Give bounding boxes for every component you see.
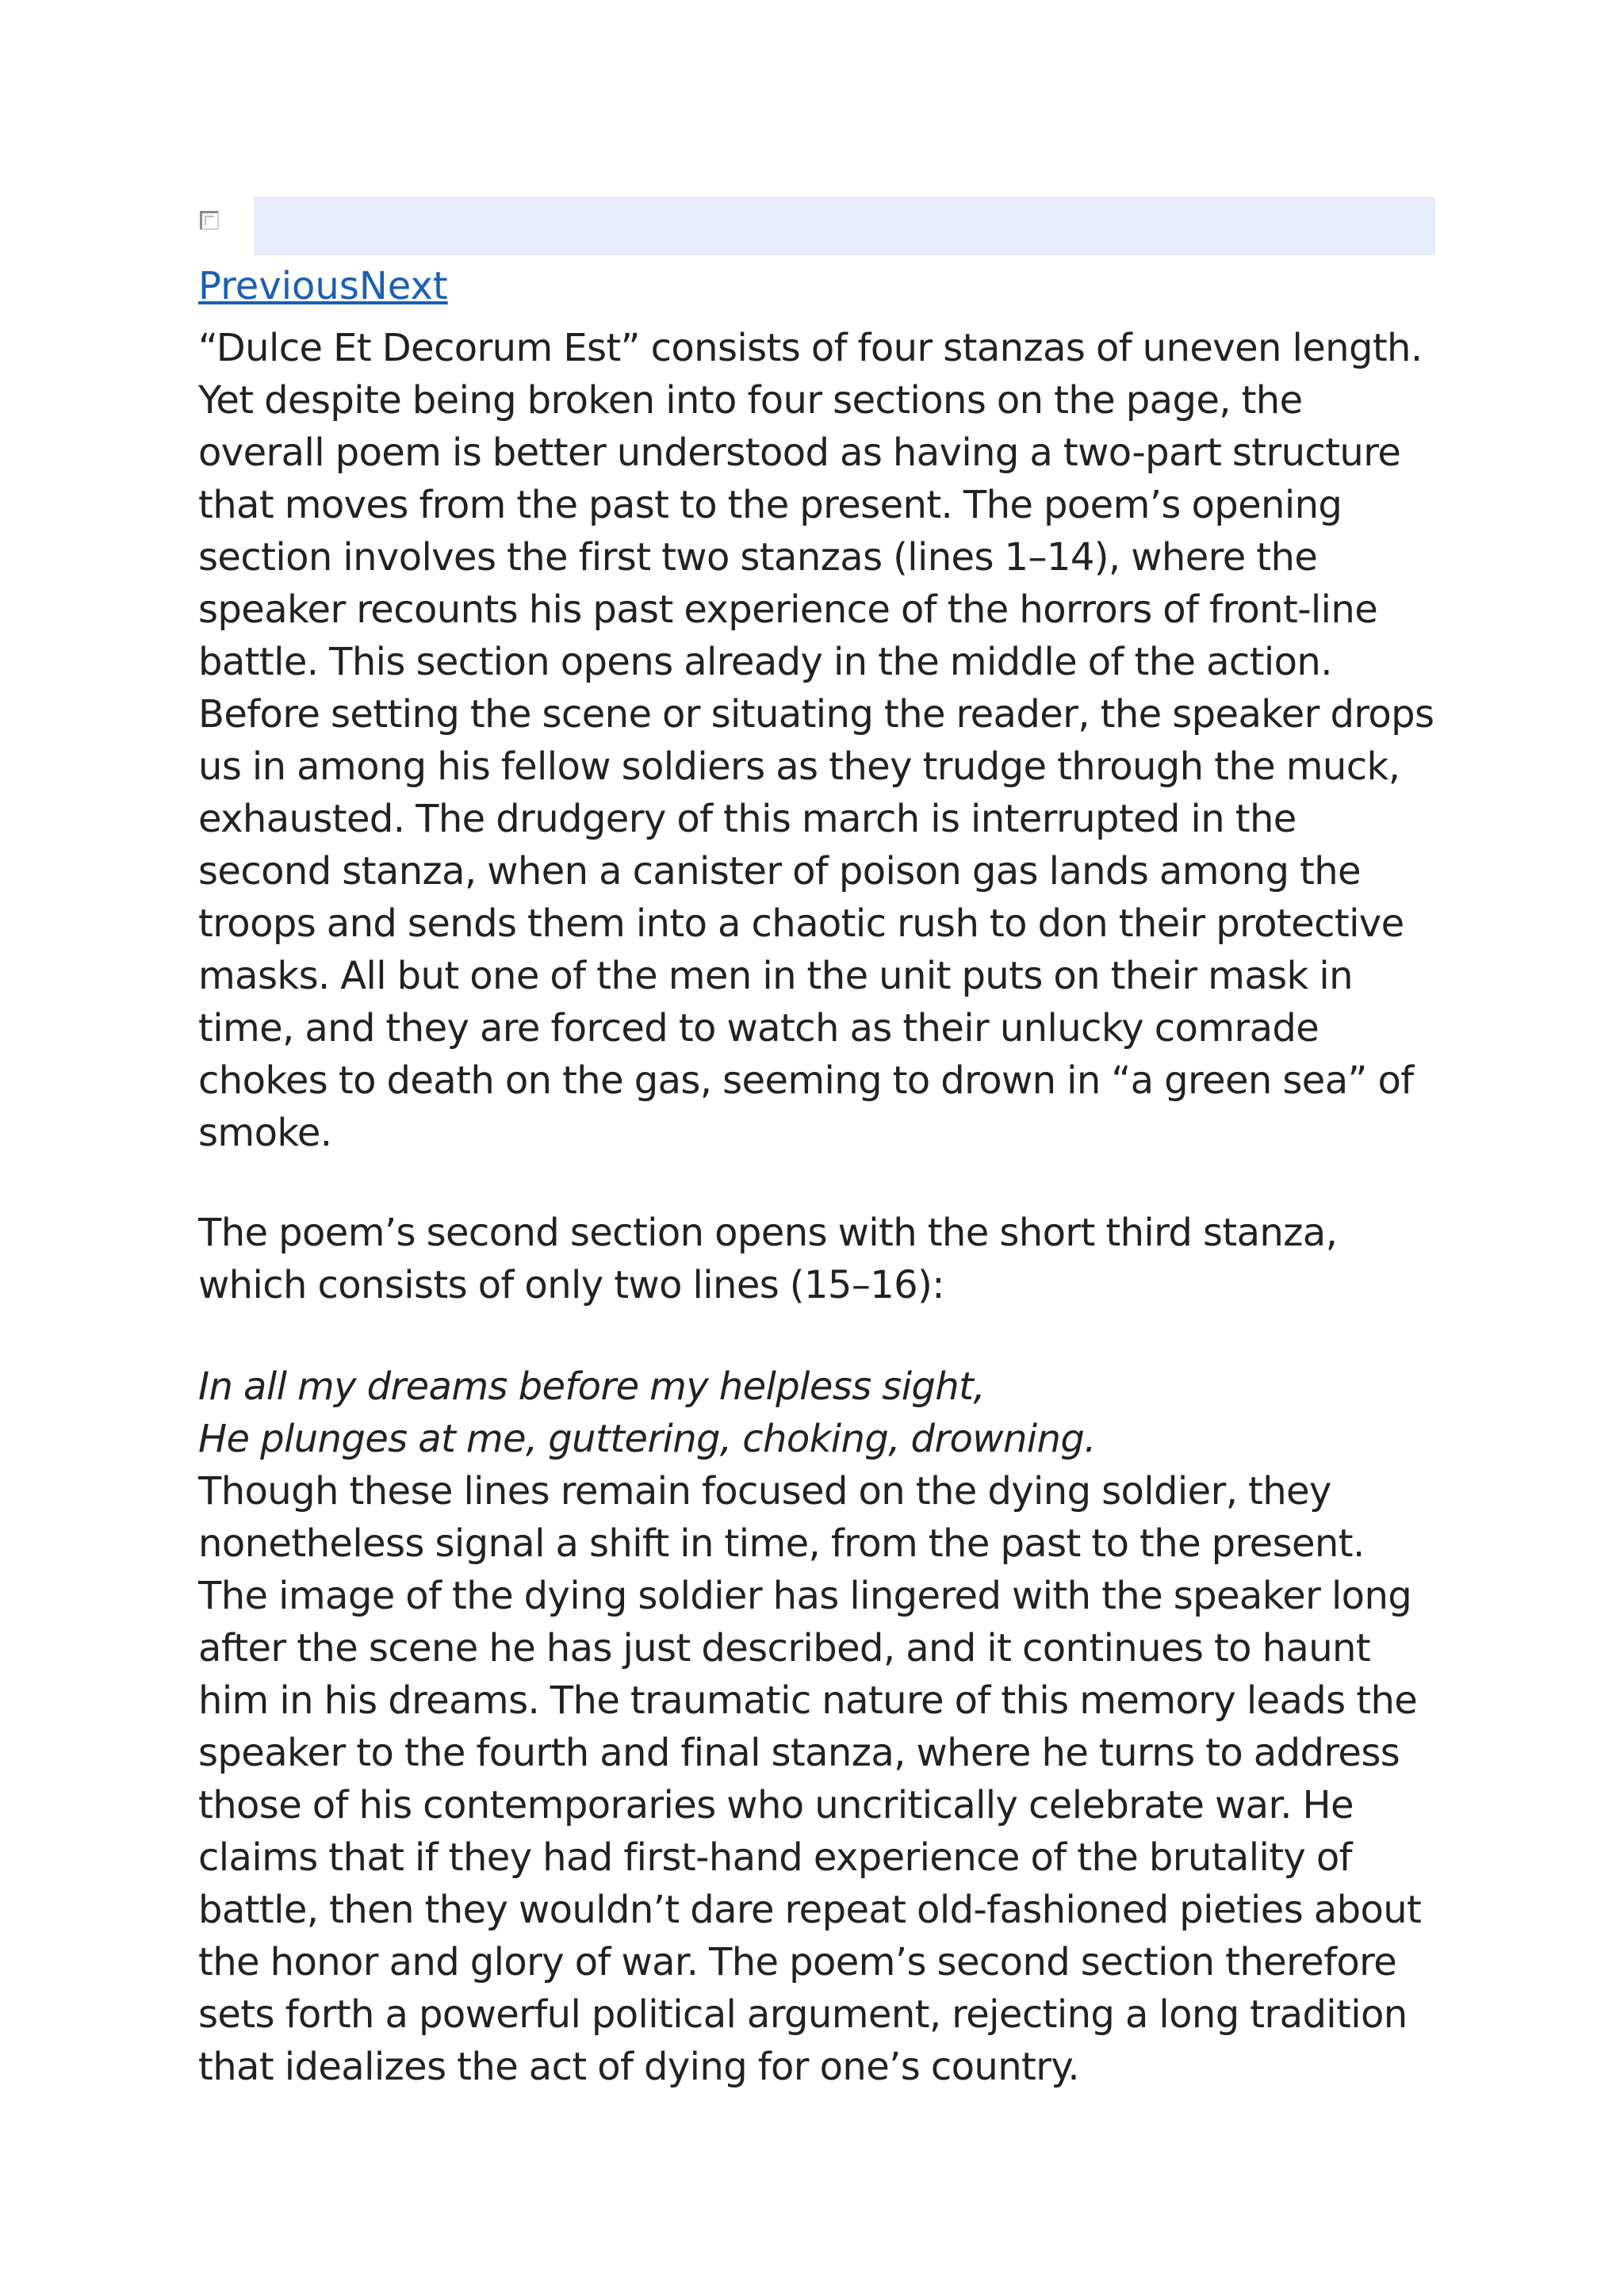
pagination-nav: [198, 262, 1435, 311]
paragraph-3: Though these lines remain focused on the dying soldier, they nonetheless signal a shift in time, from the past to the present. The image of the dying soldier has lingered with the speaker long after the scene he has just described, and it continues to haunt him in his dreams. The traumatic nature of this memory leads the speaker to the fourth and final stanza, where he turns to address those of his contemporaries who uncritically celebrate war. He claims that if they had first-hand experience of the brutality of battle, then they wouldn’t dare repeat old-fashioned pieties about the honor and glory of war. The poem’s second section therefore sets forth a powerful political argument, rejecting a long tradition that idealizes the act of dying for one’s country.: [198, 1469, 1422, 2089]
paragraph-2: The poem’s second section opens with the short third stanza, which consists of only two lines (15–16):: [198, 1211, 1338, 1307]
banner-image-placeholder: [198, 197, 254, 255]
verse-line-2: He plunges at me, guttering, choking, drowning.: [198, 1417, 1096, 1461]
document-page: [198, 197, 1435, 2093]
broken-image-icon: [200, 211, 219, 230]
paragraph-1: “Dulce Et Decorum Est” consists of four stanzas of uneven length. Yet despite being broken into four sections on the page, the overall poem is better understood as having a two-part structure that moves from the past to the present. The poem’s opening section involves the first two stanzas (lines 1–14), where the speaker recounts his past experience of the horrors of front-line battle. This section opens already in the middle of the action. Before setting the scene or situating the reader, the speaker drops us in among his fellow soldiers as they trudge through the muck, exhausted. The drudgery of this march is interrupted in the second stanza, when a canister of poison gas lands among the troops and sends them into a chaotic rush to don their protective masks. All but one of the men in the unit puts on their mask in time, and they are forced to watch as their unlucky comrade chokes to death on the gas, seeming to drown in “a green sea” of smoke.: [198, 326, 1434, 1155]
verse-line-1: In all my dreams before my helpless sight,: [198, 1364, 985, 1409]
next-link[interactable]: Next: [358, 264, 448, 308]
previous-link[interactable]: Previous: [198, 264, 359, 308]
top-banner-bar: [198, 197, 1435, 255]
article-body: [198, 322, 1435, 2093]
paragraph-spacer: [198, 1159, 1435, 1207]
verse-spacer: [198, 1311, 1435, 1360]
